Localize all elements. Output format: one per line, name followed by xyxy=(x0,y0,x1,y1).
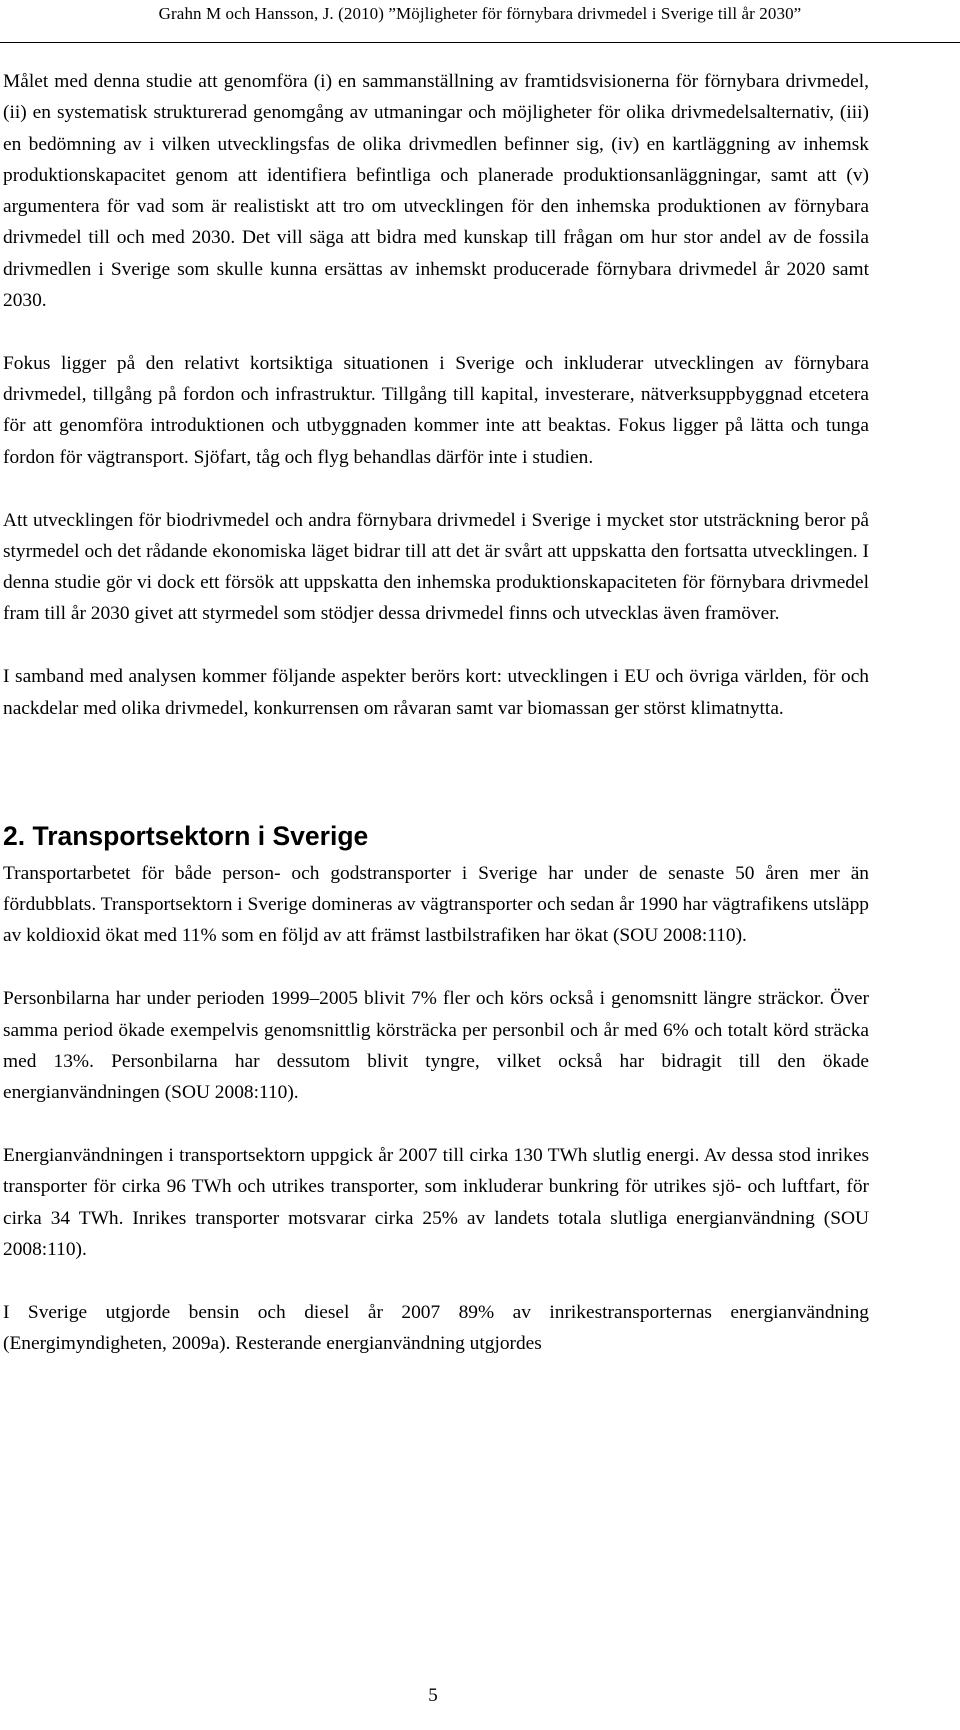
paragraph-aspects: I samband med analysen kommer följande aspekter berörs kort: utvecklingen i EU och övriga världen, för och nackdelar med olika drivmedel, konkurrensen om råvaran samt var biomassan ger störst klimatnytta. xyxy=(3,666,869,719)
paragraph-policy: Att utvecklingen för biodrivmedel och andra förnybara drivmedel i Sverige i mycket stor utsträckning beror på styrmedel och det rådande ekonomiska läget bidrar till att det är svårt att uppskatta den fortsatta utvecklingen. I denna studie gör vi dock ett försök att uppskatta den inhemska produktionskapaciteten för förnybara drivmedel fram till år 2030 givet att styrmedel som stödjer dessa drivmedel finns och utvecklas även framöver. xyxy=(3,509,869,625)
paragraph-transport-work: Transportarbetet för både person- och godstransporter i Sverige har under de senaste 50 åren mer än fördubblats. Transportsektorn i Sverige domineras av vägtransporter och sedan år 1990 har vägtrafikens utsläpp av koldioxid ökat med 11% som en följd av att främst lastbilstrafiken har ökat (SOU 2008:110). xyxy=(3,862,869,947)
paragraph-fuel-share: I Sverige utgjorde bensin och diesel år 2007 89% av inrikestransporternas energianvändning (Energimyndigheten, 2009a). Resterande energianvändning utgjordes xyxy=(3,1301,869,1354)
running-header: Grahn M och Hansson, J. (2010) ”Möjligheter för förnybara drivmedel i Sverige till år 2030” xyxy=(158,4,802,23)
header-divider xyxy=(0,42,960,43)
paragraph-focus: Fokus ligger på den relativt kortsiktiga situationen i Sverige och inkluderar utvecklingen av förnybara drivmedel, tillgång på fordon och infrastruktur. Tillgång till kapital, investerare, nätverksuppbyggnad etcetera för att genomföra introduktionen och utbyggnaden kommer inte att beaktas. Fokus ligger på lätta och tunga fordon för vägtransport. Sjöfart, tåg och flyg behandlas därför inte i studien. xyxy=(3,352,869,468)
page-number: 5 xyxy=(428,1685,438,1706)
section-heading: 2. Transportsektorn i Sverige xyxy=(3,820,369,851)
paragraph-passenger-cars: Personbilarna har under perioden 1999–2005 blivit 7% fler och körs också i genomsnitt längre sträckor. Över samma period ökade exempelvis genomsnittlig körsträcka per personbil och år med 6% och totalt körd sträcka med 13%. Personbilarna har dessutom blivit tyngre, vilket också har bidragit till den ökade energianvändningen (SOU 2008:110). xyxy=(3,988,869,1104)
paragraph-energy-use: Energianvändningen i transportsektorn uppgick år 2007 till cirka 130 TWh slutlig energi. Av dessa stod inrikes transporter för cirka 96 TWh och utrikes transporter, som inkluderar bunkring för utrikes sjö- och luftfart, för cirka 34 TWh. Inrikes transporter motsvarar cirka 25% av landets totala slutliga energianvändning (SOU 2008:110). xyxy=(3,1144,869,1260)
paragraph-aims: Målet med denna studie att genomföra (i) en sammanställning av framtidsvisionerna för förnybara drivmedel, (ii) en systematisk strukturerad genomgång av utmaningar och möjligheter för olika drivmedelsalternativ, (iii) en bedömning av i vilken utvecklingsfas de olika drivmedlen befinner sig, (iv) en kartläggning av inhemsk produktionskapacitet genom att identifiera befintliga och planerade produktionsanläggningar, samt att (v) argumentera för vad som är realistiskt att tro om utvecklingen för den inhemska produktionen av förnybara drivmedel till och med 2030. Det vill säga att bidra med kunskap till frågan om hur stor andel av de fossila drivmedlen i Sverige som skulle kunna ersättas av inhemskt producerade förnybara drivmedel år 2020 samt 2030. xyxy=(3,71,869,312)
document-body xyxy=(3,66,869,1359)
